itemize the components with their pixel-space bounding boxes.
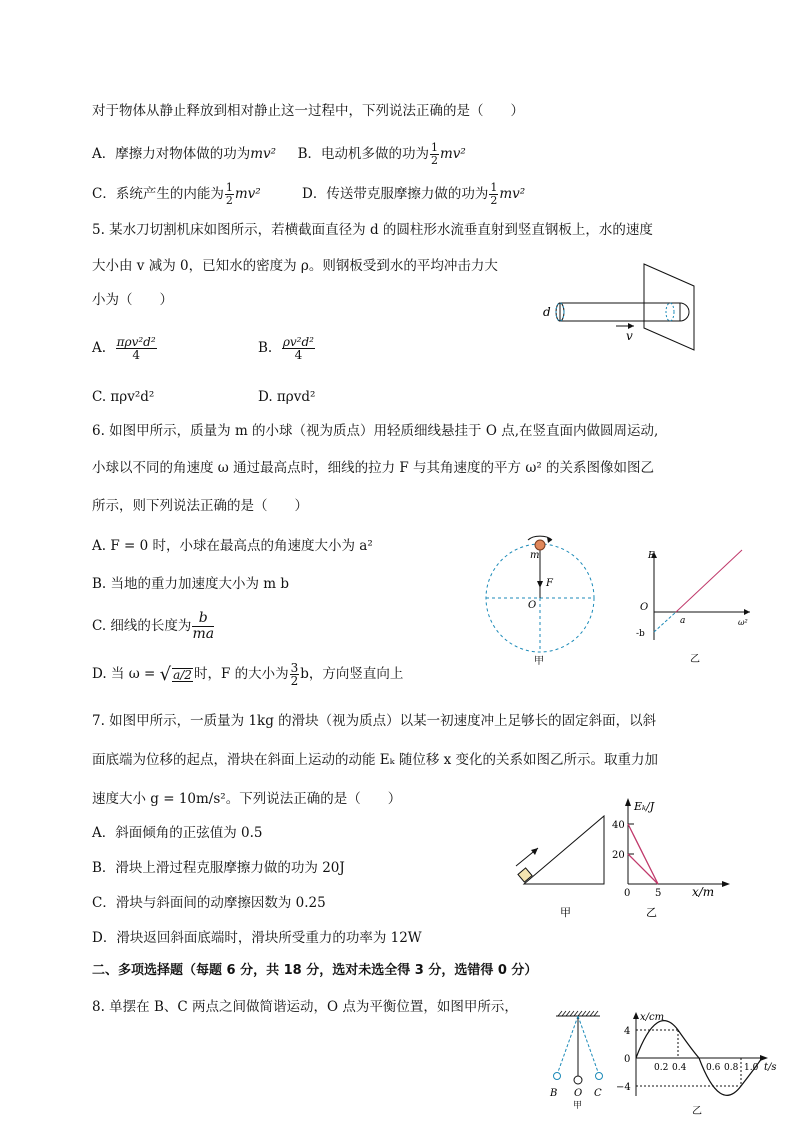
q7-line1: 7. 如图甲所示，一质量为 1kg 的滑块（视为质点）以某一初速度冲上足够长的固定斜面，以斜 <box>92 713 657 729</box>
q7-option-d[interactable]: D．滑块返回斜面底端时，滑块所受重力的功率为 12W <box>92 930 422 946</box>
q4-option-a[interactable]: A．摩擦力对物体做的功为mv² <box>92 146 277 162</box>
section2-title: 二、多项选择题（每题 6 分，共 18 分，选对未选全得 3 分，选错得 0 分） <box>92 963 538 978</box>
q8-graph-tick-0: 0 <box>624 1054 631 1065</box>
q8-graph-tick-0.2: 0.2 <box>654 1063 669 1073</box>
q7-line2: 面底端为位移的起点，滑块在斜面上运动的动能 Eₖ 随位移 x 变化的关系如图乙所示。取重力加 <box>92 752 659 768</box>
q4-option-b[interactable]: B．电动机多做的功为 $\frac{1}{2}$ mv² <box>297 141 466 167</box>
q7-option-c[interactable]: C．滑块与斜面间的动摩擦因数为 0.25 <box>92 895 326 911</box>
q6-line2: 小球以不同的角速度 ω 通过最高点时，细线的拉力 F 与其角速度的平方 ω² 的关系图像如图乙 <box>92 460 655 476</box>
q7-chart-tick-0: 0 <box>624 888 631 899</box>
q8-fig-B-label: B <box>550 1088 558 1099</box>
q8-fig-O-label: O <box>574 1088 583 1099</box>
q8-line1: 8. 单摆在 B、C 两点之间做简谐运动，O 点为平衡位置，如图甲所示， <box>92 999 518 1015</box>
q8-graph-tick-0.8: 0.8 <box>724 1063 739 1073</box>
q6-fig2-yi-label: 乙 <box>690 654 700 665</box>
q7-option-b[interactable]: B．滑块上滑过程克服摩擦力做的功为 20J <box>92 860 345 876</box>
q8-graph-xlabel: t/s <box>764 1062 777 1073</box>
q5-option-b[interactable]: B. $\frac{\text{ρv²d²}}{4}$ <box>258 335 314 362</box>
q8-graph-tick-neg4: −4 <box>616 1082 631 1093</box>
q4-options-ab <box>92 142 466 167</box>
q8-graph-tick-1.0: 1.0 <box>744 1063 759 1073</box>
q5-fig-v-label: v <box>626 329 633 343</box>
q5-line3: 小为（ ） <box>92 292 173 308</box>
q5-fig-d-label: d <box>543 305 551 319</box>
q6-line1: 6. 如图甲所示，质量为 m 的小球（视为质点）用轻质细线悬挂于 O 点,在竖直面内做圆周运动, <box>92 423 659 439</box>
q6-fig2-negb-label: -b <box>636 629 645 639</box>
q7-option-a[interactable]: A．斜面倾角的正弦值为 0.5 <box>92 825 263 841</box>
q6-fig-jia-label: 甲 <box>534 656 544 667</box>
q6-circle-figure <box>484 536 604 666</box>
q7-incline-figure <box>512 812 612 922</box>
q7-chart-tick-40: 40 <box>612 820 625 831</box>
q7-fig-jia-label: 甲 <box>560 906 571 919</box>
q7-ek-chart <box>612 796 742 926</box>
q7-chart-tick-5: 5 <box>655 888 662 899</box>
q7-chart-series-1 <box>628 854 658 884</box>
q6-option-c[interactable]: C. 细线的长度为 $\frac{b}{ma}$ <box>92 610 215 642</box>
q8-fig-yi-label: 乙 <box>692 1106 702 1117</box>
q8-pendulum-figure <box>546 1010 610 1120</box>
q5-option-c[interactable]: C. πρv²d² <box>92 389 155 405</box>
q5-waterjet-figure <box>540 262 720 352</box>
q6-graph-figure <box>636 546 756 666</box>
q7-chart-xlabel: x/m <box>692 885 715 899</box>
q6-fig2-a-label: a <box>680 616 686 626</box>
q8-graph-tick-4: 4 <box>624 1026 631 1037</box>
q8-graph-tick-0.4: 0.4 <box>672 1063 687 1073</box>
q6-line3: 所示，则下列说法正确的是（ ） <box>92 498 308 514</box>
q6-option-a[interactable]: A. F = 0 时，小球在最高点的角速度大小为 a² <box>92 538 373 554</box>
q4-option-d[interactable]: D．传送带克服摩擦力做的功为 $\frac{1}{2}$ mv² <box>302 181 526 207</box>
q7-chart-tick-20: 20 <box>612 850 625 861</box>
q5-line1: 5. 某水刀切割机床如图所示，若横截面直径为 d 的圆柱形水流垂直射到竖直钢板上，水的速度 <box>92 222 653 238</box>
q7-line3: 速度大小 g = 10m/s²。下列说法正确的是（ ） <box>92 791 402 807</box>
q8-xt-graph <box>614 1010 784 1120</box>
q5-option-d[interactable]: D. πρvd² <box>258 389 316 405</box>
q6-option-d[interactable]: D. 当 ω = √ a/2 时，F 的大小为 $\frac{3}{2}$ b，方向竖直向上 <box>92 661 404 688</box>
q7-chart-ylabel: Eₖ/J <box>634 800 655 813</box>
q5-line2: 大小由 v 减为 0，已知水的密度为 ρ。则钢板受到水的平均冲击力大 <box>92 258 498 274</box>
q6-fig-m-label: m <box>530 550 540 561</box>
q8-fig-jia-label: 甲 <box>573 1101 583 1111</box>
q5-option-a[interactable]: A. $\frac{\text{πρv²d²}}{4}$ <box>92 335 156 362</box>
q8-graph-ylabel: x/cm <box>640 1012 665 1023</box>
q4-option-c[interactable]: C．系统产生的内能为 $\frac{1}{2}$ mv² <box>92 181 261 207</box>
q6-fig2-F-label: F <box>648 551 655 561</box>
q8-fig-C-label: C <box>594 1088 602 1099</box>
q6-fig-F-label: F <box>546 578 553 589</box>
q6-fig2-w2-label: ω² <box>738 618 748 627</box>
q6-fig-O-label: O <box>528 600 537 611</box>
q8-graph-tick-0.6: 0.6 <box>706 1063 721 1073</box>
q6-fig2-O-label: O <box>640 602 649 613</box>
q6-option-b[interactable]: B. 当地的重力加速度大小为 m b <box>92 576 290 592</box>
q4-stem: 对于物体从静止释放到相对静止这一过程中，下列说法正确的是（ ） <box>92 103 524 119</box>
q7-fig-yi-label: 乙 <box>646 906 657 919</box>
